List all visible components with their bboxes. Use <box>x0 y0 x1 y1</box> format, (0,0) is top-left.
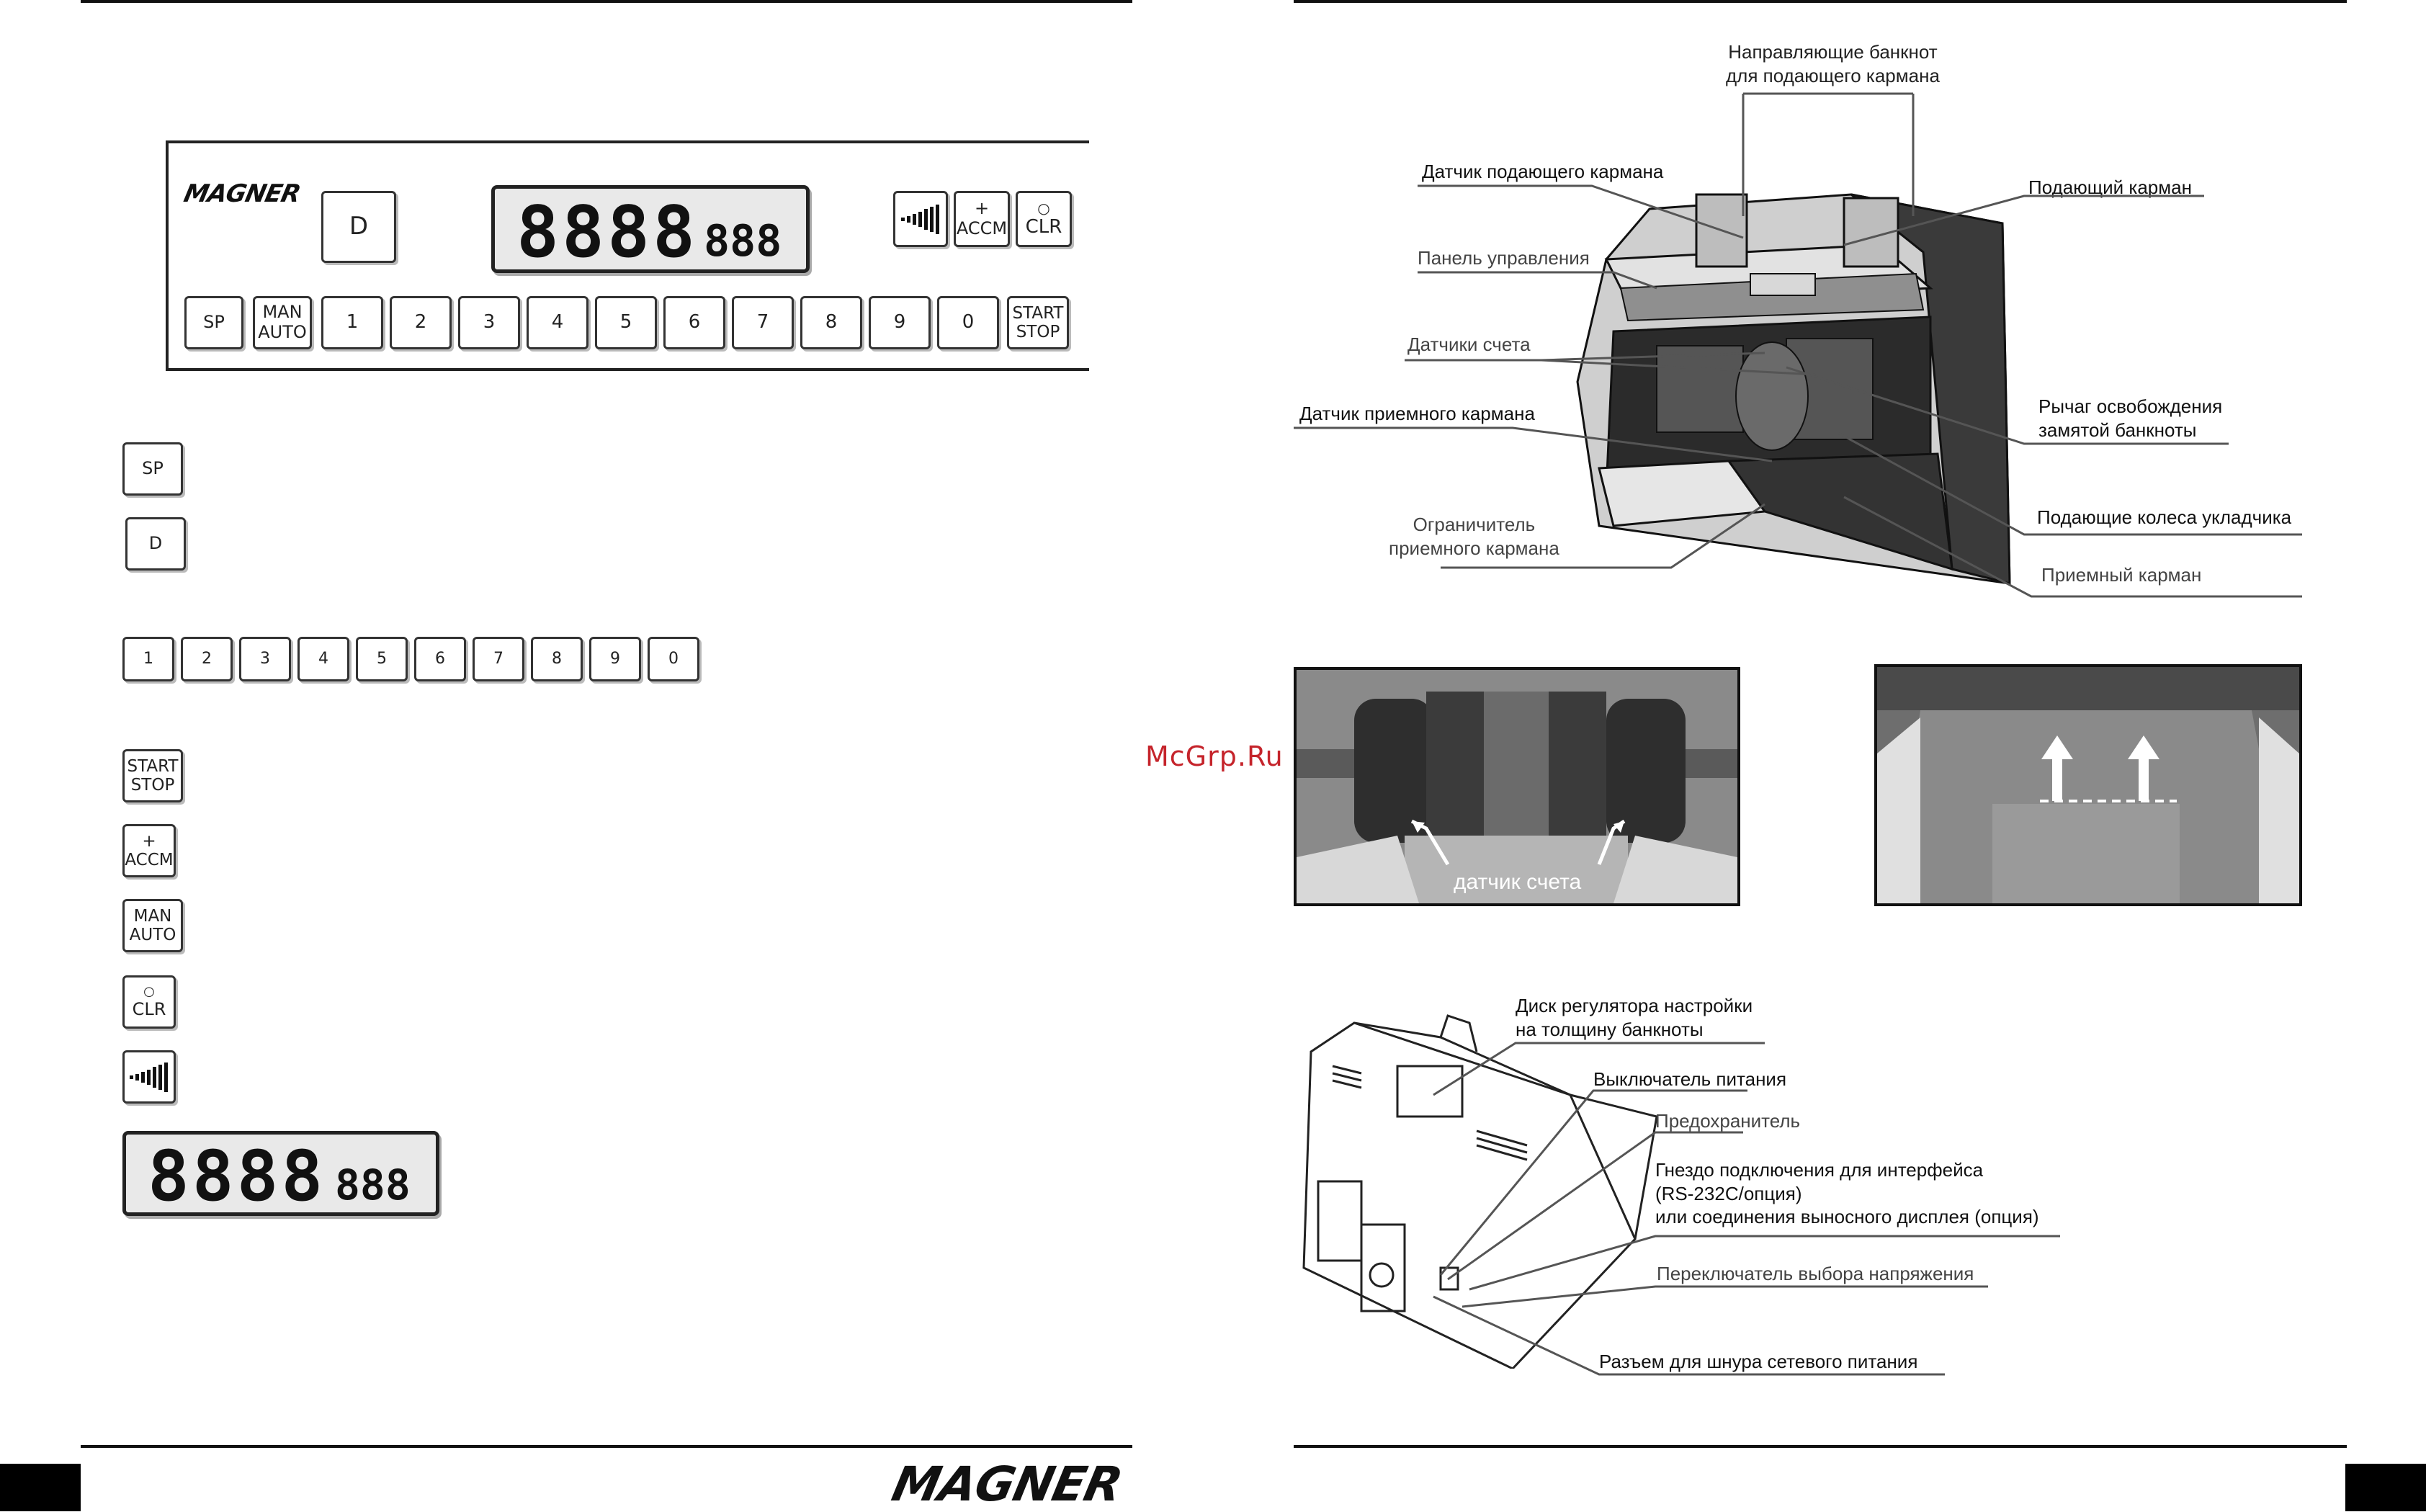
label-interface-line2: (RS-232C/опция) <box>1655 1182 1802 1204</box>
label-control-panel: Панель управления <box>1418 247 1590 269</box>
panel-digit-label: 8 <box>825 311 838 334</box>
label-power-switch: Выключатель питания <box>1593 1068 1787 1090</box>
label-limiter-line2: приемного кармана <box>1389 537 1559 559</box>
legend-digit-label: 6 <box>435 650 445 668</box>
legend-digit-label: 7 <box>493 650 503 668</box>
label-thickness-line2: на толщину банкноты <box>1516 1018 1704 1040</box>
legend-man-label: MAN <box>133 906 172 926</box>
panel-d-key-label: D <box>349 212 369 241</box>
label-release-lever-line1: Рычаг освобождения <box>2038 395 2223 417</box>
panel-accm-plus: + <box>974 198 990 219</box>
label-limiter-line1: Ограничитель <box>1413 514 1536 535</box>
legend-auto-label: AUTO <box>129 926 176 944</box>
legend-stop-label: STOP <box>130 776 175 795</box>
panel-digit-label: 4 <box>551 311 564 334</box>
panel-digit-label: 3 <box>483 311 496 334</box>
legend-accm-label: ACCM <box>125 851 174 869</box>
panel-sp-label: SP <box>203 312 225 333</box>
label-guides-line1: Направляющие банкнот <box>1728 41 1938 63</box>
legend-digit-label: 9 <box>610 650 620 668</box>
legend-digit-label: 2 <box>202 650 212 668</box>
label-interface-line1: Гнездо подключения для интерфейса <box>1655 1159 1984 1181</box>
panel-man-label: MAN <box>262 302 303 323</box>
panel-digit-label: 5 <box>619 311 632 334</box>
bottom-rule-right <box>1294 1445 2347 1448</box>
legend-digit-label: 0 <box>668 650 679 668</box>
label-guides-line2: для подающего кармана <box>1726 64 1940 86</box>
label-interface-line3: или соединения выносного дисплея (опция) <box>1655 1206 2039 1227</box>
panel-digit-label: 2 <box>414 311 427 334</box>
label-voltage-selector: Переключатель выбора напряжения <box>1657 1263 1974 1284</box>
footer-logo: MAGNER <box>887 1457 1127 1512</box>
legend-clr-symbol: ○ <box>143 983 155 999</box>
legend-digit-label: 1 <box>143 650 153 668</box>
legend-d-label: D <box>148 533 163 554</box>
panel-logo: MAGNER <box>181 179 303 208</box>
panel-digit-label: 0 <box>962 311 975 334</box>
label-fuse: Предохранитель <box>1655 1110 1801 1132</box>
legend-clr-label: CLR <box>132 998 166 1019</box>
panel-display-secondary: 888 <box>704 216 782 267</box>
legend-digit-label: 5 <box>377 650 387 668</box>
label-stacker-pocket: Приемный карман <box>2041 564 2202 586</box>
panel-digit-label: 1 <box>346 311 359 334</box>
panel-accm-label: ACCM <box>956 218 1008 238</box>
panel-digit-label: 6 <box>688 311 701 334</box>
label-thickness-line1: Диск регулятора настройки <box>1516 995 1753 1016</box>
legend-accm-plus: + <box>142 831 156 851</box>
panel-auto-label: AUTO <box>258 322 307 342</box>
legend-digit-label: 8 <box>552 650 562 668</box>
panel-display-main: 8888 <box>516 192 699 274</box>
panel-clr-label: CLR <box>1025 215 1062 238</box>
label-feed-pocket: Подающий карман <box>2028 176 2192 198</box>
watermark: McGrp.Ru <box>1145 741 1284 772</box>
panel-digit-label: 9 <box>893 311 906 334</box>
photo-count-sensors-caption: датчик счета <box>1454 870 1582 894</box>
panel-digit-label: 7 <box>756 311 769 334</box>
legend-display-secondary: 888 <box>335 1160 411 1209</box>
panel-start-label: START <box>1012 303 1064 323</box>
label-count-sensors: Датчики счета <box>1407 334 1531 355</box>
legend-digit-label: 3 <box>260 650 270 668</box>
label-stacker-wheels: Подающие колеса укладчика <box>2037 506 2292 528</box>
legend-sp-label: SP <box>142 458 164 479</box>
label-release-lever-line2: замятой банкноты <box>2038 419 2197 441</box>
label-power-cord: Разъем для шнура сетевого питания <box>1599 1351 1918 1372</box>
page-corner-right <box>2345 1464 2426 1511</box>
panel-stop-label: STOP <box>1016 323 1060 341</box>
label-stacker-sensor: Датчик приемного кармана <box>1299 403 1535 424</box>
legend-display-main: 8888 <box>148 1136 326 1217</box>
legend-digit-label: 4 <box>318 650 328 668</box>
panel-clr-symbol: ○ <box>1037 199 1050 217</box>
legend-start-label: START <box>127 756 179 776</box>
label-feed-sensor: Датчик подающего кармана <box>1422 161 1664 182</box>
